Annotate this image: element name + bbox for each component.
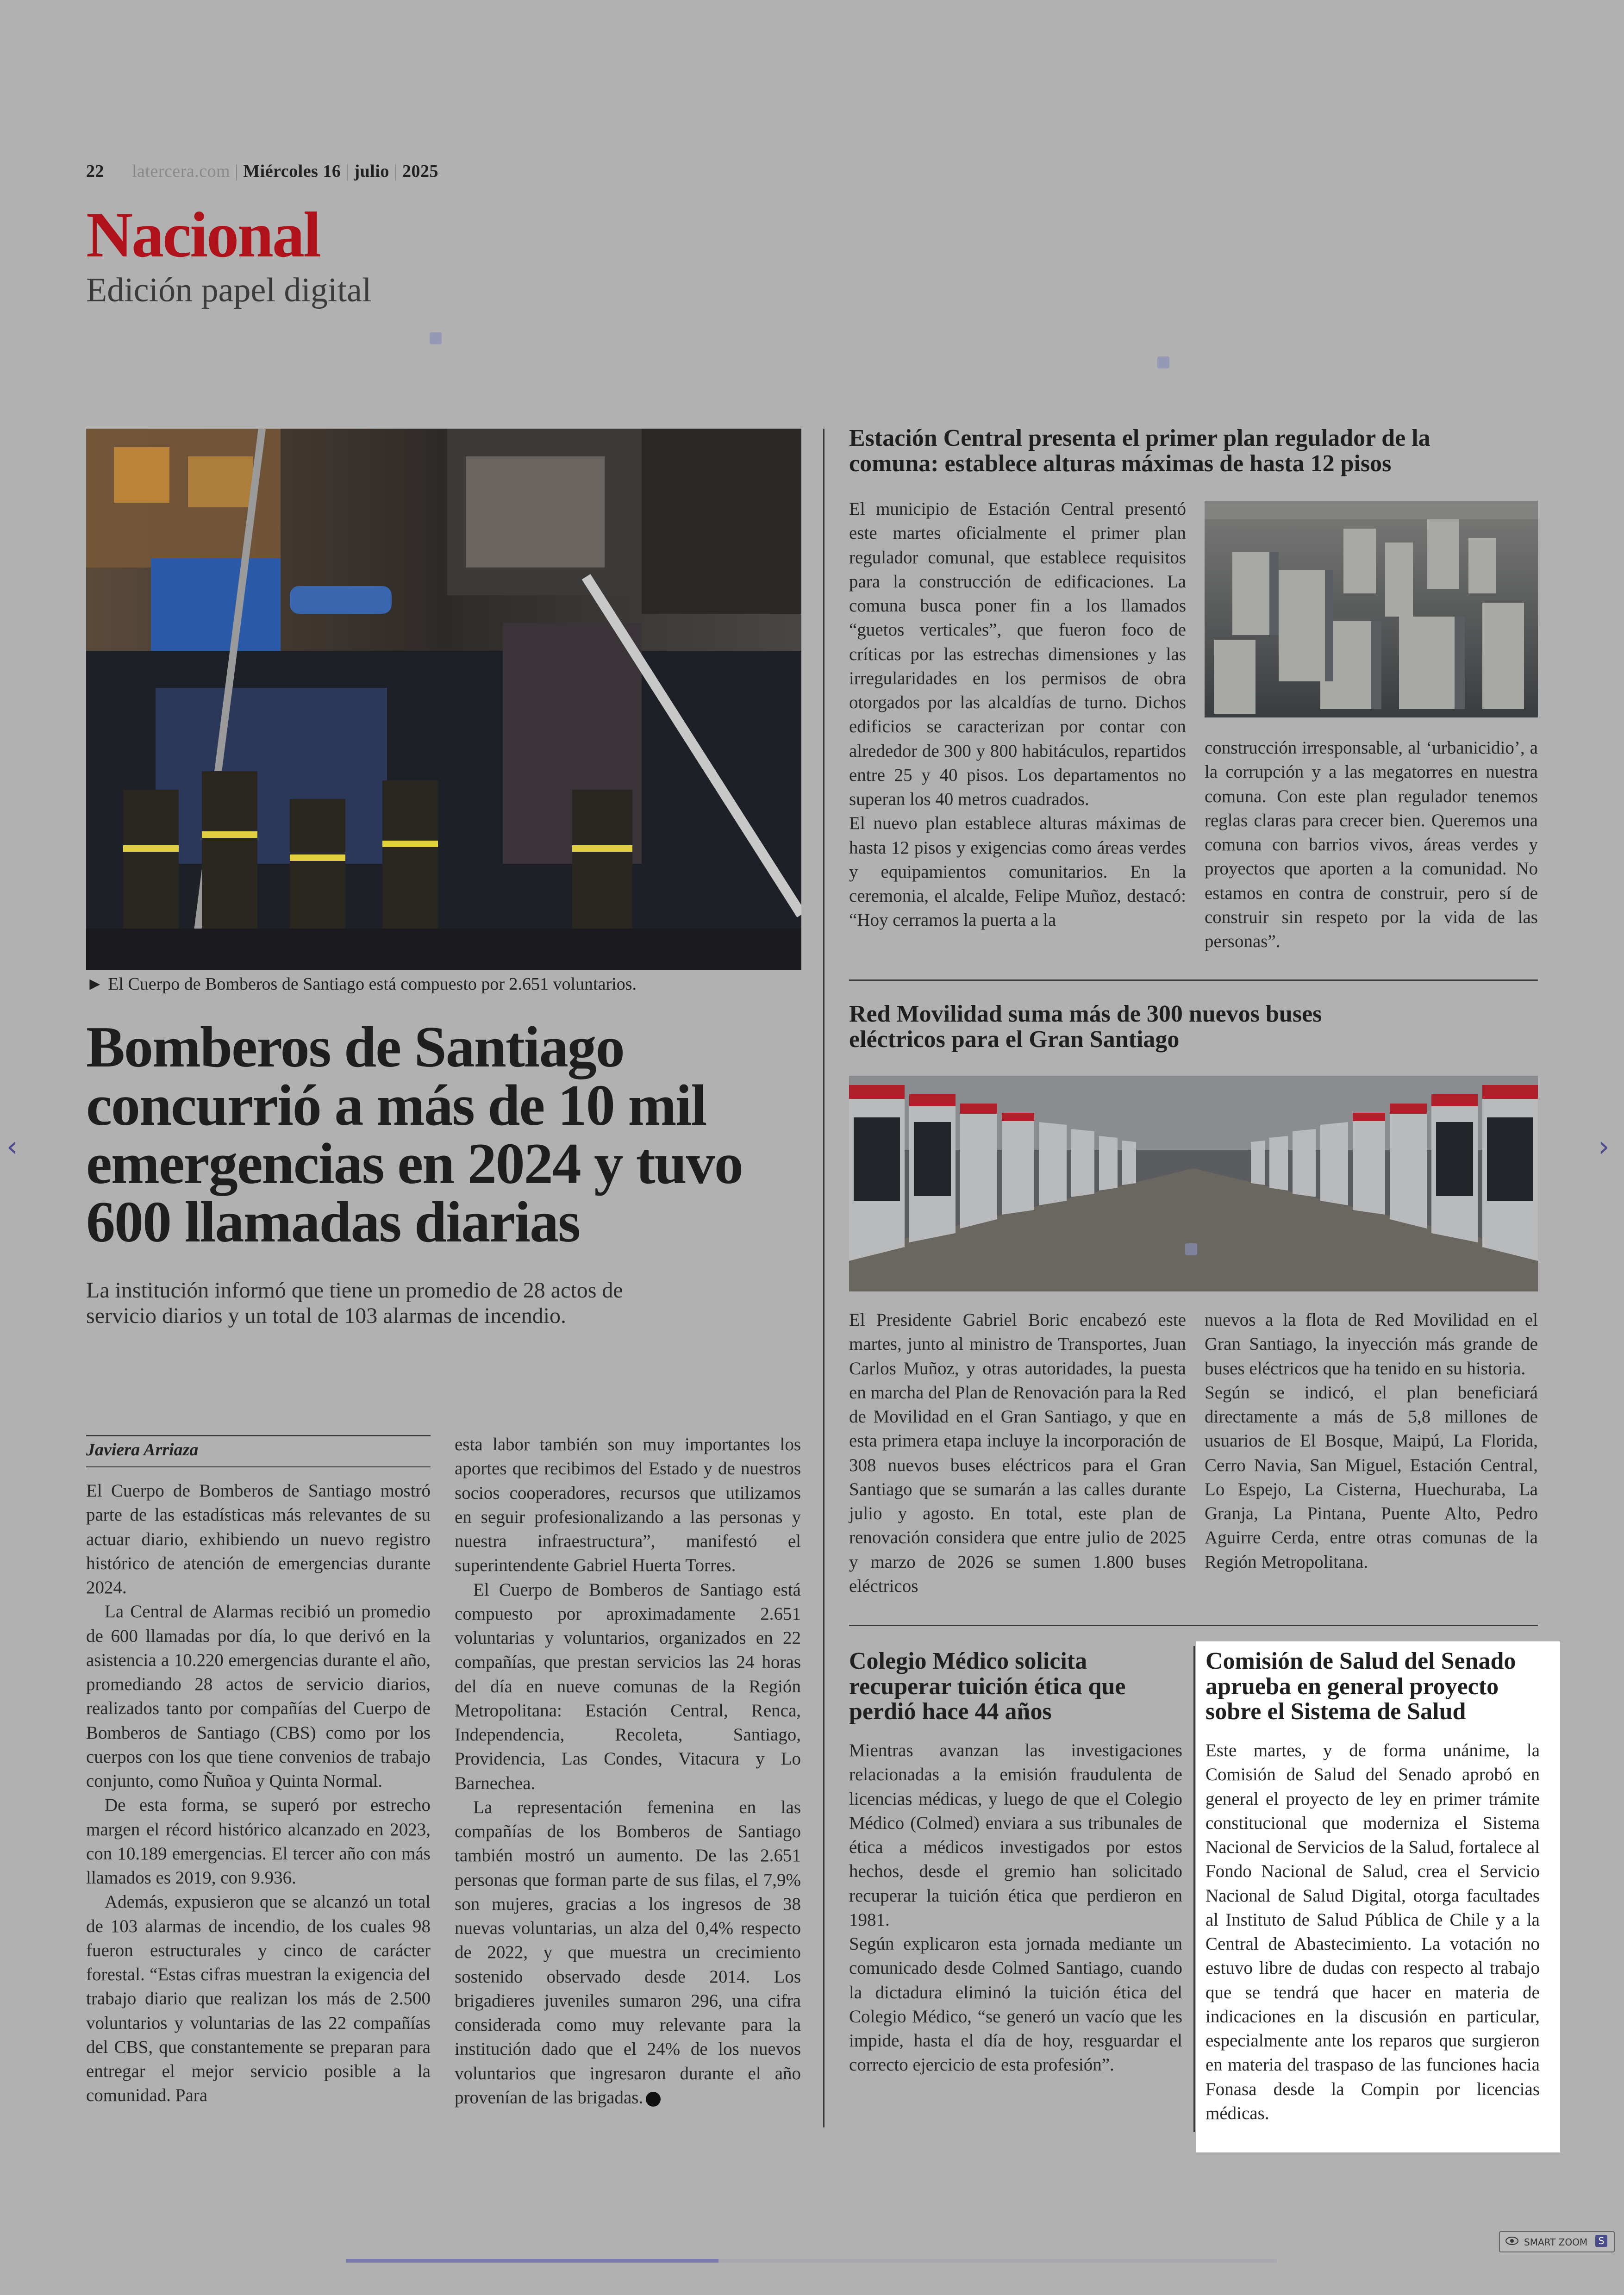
end-mark-icon	[646, 2092, 661, 2107]
column-divider	[823, 429, 824, 2127]
annotation-pin-icon[interactable]	[430, 332, 442, 344]
firefighters-photo	[86, 429, 801, 970]
smart-zoom-button[interactable]	[1499, 2231, 1615, 2252]
page-number: 22	[86, 162, 104, 181]
zoom-badge: S	[1595, 2235, 1607, 2247]
paragraph: De esta forma, se superó por estrecho margen el récord histórico alcanzado en 2023, con 10.189 emergencias. El tercer año con más llamados es 2019, con 9.936.	[86, 1795, 431, 1888]
annotation-pin-icon[interactable]	[1157, 356, 1169, 368]
date-day: Miércoles 16	[243, 162, 341, 181]
main-body-col2	[455, 1433, 801, 2110]
main-body-col1	[86, 1479, 431, 2108]
byline-rule-bottom	[86, 1466, 431, 1467]
estacion-title: Estación Central presenta el primer plan regulador de la comuna: establece alturas máximas de hasta 12 pisos	[849, 425, 1430, 477]
photo-caption: ► El Cuerpo de Bomberos de Santiago está compuesto por 2.651 voluntarios.	[86, 974, 637, 994]
prev-page-icon[interactable]: ‹	[6, 1129, 18, 1163]
senado-body	[1206, 1739, 1540, 2126]
paragraph: nuevos a la flota de Red Movilidad en el Gran Santiago, la inyección más grande de buses eléctricos que ha tenido en su historia.	[1205, 1310, 1538, 1378]
paragraph: El Cuerpo de Bomberos de Santiago mostró parte de las estadísticas más relevantes de su actuar diario, exhibiendo un nuevo registro histórico de atención de emergencias durante 2024.	[86, 1481, 431, 1597]
estacion-body-col1	[849, 497, 1186, 933]
eye-icon	[1505, 2236, 1518, 2248]
smart-zoom-label: SMART ZOOM	[1524, 2237, 1588, 2248]
byline: Javiera Arriaza	[86, 1440, 199, 1459]
column-divider	[1193, 1646, 1195, 2132]
byline-rule-top	[86, 1435, 431, 1436]
next-page-icon[interactable]: ›	[1598, 1129, 1610, 1163]
senado-title: Comisión de Salud del Senado aprueba en general proyecto sobre el Sistema de Salud	[1206, 1648, 1516, 1725]
movilidad-body-col1	[849, 1308, 1186, 1598]
city-aerial-photo	[1205, 501, 1538, 717]
paragraph: Este martes, y de forma unánime, la Comisión de Salud del Senado aprobó en general el proyecto de ley en primer trámite constitucional que moderniza el Sistema Nacional de Servicios de la Salud, fortalece al Fondo Nacional de Salud, crea el Servicio Nacional de Salud Digital, otorga facultades al Instituto de Salud Pública de Chile y a la Central de Abastecimiento. La votación no estuvo libre de dudas con respecto al trabajo que se tendrá que hacer en materia de indicaciones en la discusión en particular, especialmente ante los reparos que surgieron en materia del traspaso de las funciones hacia Fonasa desde la Compin por licencias médicas.	[1206, 1740, 1540, 2123]
paragraph: construcción irresponsable, al ‘urbanicidio’, a la corrupción y a las megatorres en nuestra comuna. Con este plan regulador tenemos reglas claras para crecer bien. Queremos una comuna con barrios vivos, áreas verdes y proyectos que aporten a la comunidad. No estamos en contra de construir, pero sí de construir sin respeto por la vida de las personas”.	[1205, 738, 1538, 951]
paragraph: esta labor también son muy importantes los aportes que recibimos del Estado y de nuestros socios cooperadores, recursos que utilizamos en seguir profesionalizando a las personas y nuestra infraestructura”, manifestó el superintendente Gabriel Huerta Torres.	[455, 1434, 801, 1576]
section-title: Nacional	[86, 199, 320, 271]
paragraph: Además, expusieron que se alcanzó un total de 103 alarmas de incendio, de los cuales 98 fueron estructurales y cinco de carácter forestal. “Estas cifras muestran la exigencia del trabajo diario que realizan los más de 2.500 voluntarios y voluntarias de las 22 compañías del CBS, que constantemente se preparan para entregar el mejor servicio posible a la comunidad. Para	[86, 1892, 431, 2106]
section-rule	[849, 979, 1538, 981]
paragraph: El nuevo plan establece alturas máximas de hasta 12 pisos y exigencias como áreas verdes y equipamientos comunitarios. En la ceremonia, el alcalde, Felipe Muñoz, destacó: “Hoy cerramos la puerta a la	[849, 813, 1186, 930]
colmed-title: Colegio Médico solicita recuperar tuición ética que perdió hace 44 años	[849, 1648, 1126, 1725]
paragraph: Según se indicó, el plan beneficiará directamente a más de 5,8 millones de usuarios de El Bosque, Maipú, La Florida, Cerro Navia, San Miguel, Estación Central, Lo Espejo, La Cisterna, Huechuraba, La Granja, La Pintana, Puente Alto, Pedro Aguirre Cerda, entre otras comunas de la Región Metropolitana.	[1205, 1382, 1538, 1572]
main-deck: La institución informó que tiene un promedio de 28 actos de servicio diarios y un total de 103 alarmas de incendio.	[86, 1278, 623, 1328]
paragraph: La representación femenina en las compañías de los Bomberos de Santiago también mostró un aumento. De las 2.651 personas que forman parte de sus filas, el 7,9% son mujeres, gracias a los ingresos de 38 nuevas voluntarias, un alza del 0,4% respecto de 2022, y que muestra un crecimiento sostenido observado desde 2014. Los brigadieres juveniles sumaron 296, una cifra considerada como muy relevante para la institución dado que el 24% de los nuevos voluntarios que ingresaron durante el año provenían de las brigadas.	[455, 1797, 801, 2108]
page-meta: 22 latercera.com | Miércoles 16 | julio | 2025	[86, 162, 438, 181]
movilidad-body-col2	[1205, 1308, 1538, 1574]
date-year: 2025	[402, 162, 438, 181]
paragraph: Mientras avanzan las investigaciones relacionadas a la emisión fraudulenta de licencias médicas, y luego de que el Colegio Médico (Colmed) enviara a sus tribunales de ética a médicos investigados por estos hechos, desde el gremio han solicitado recuperar la tuición ética que perdieron en 1981.	[849, 1740, 1182, 1930]
electric-buses-photo	[849, 1076, 1538, 1291]
annotation-pin-icon[interactable]	[1185, 1243, 1197, 1255]
section-subtitle: Edición papel digital	[86, 271, 372, 309]
paragraph: El municipio de Estación Central presentó este martes oficialmente el primer plan regulador comunal, que establece requisitos para la construcción de edificaciones. La comuna busca poner fin a los llamados “guetos verticales”, que fueron foco de críticas por las estrechas dimensiones y las irregularidades en los permisos de obra otorgados por las alcaldías de turno. Dichos edificios se caracterizan por contar con alrededor de 300 y 800 habitáculos, repartidos entre 25 y 40 pisos. Los departamentos no superan los 40 metros cuadrados.	[849, 499, 1186, 809]
colmed-body	[849, 1739, 1182, 2077]
site-name: latercera.com	[132, 162, 231, 181]
page-progress-fill	[346, 2259, 718, 2263]
date-month: julio	[354, 162, 389, 181]
section-rule	[849, 1625, 1538, 1626]
estacion-body-col2	[1205, 736, 1538, 954]
paragraph: El Cuerpo de Bomberos de Santiago está compuesto por aproximadamente 2.651 voluntarias y voluntarios, organizados en 22 compañías, que prestan servicios las 24 horas del día en nueve comunas de la Región Metropolitana: Estación Central, Renca, Independencia, Recoleta, Santiago, Providencia, Las Condes, Vitacura y Lo Barnechea.	[455, 1579, 801, 1793]
main-headline: Bomberos de Santiago concurrió a más de 10 mil emergencias en 2024 y tuvo 600 llamadas diarias	[86, 1015, 743, 1254]
paragraph: Según explicaron esta jornada mediante un comunicado desde Colmed Santiago, cuando la dictadura eliminó la tuición ética del Colegio Médico, “se generó un vacío que les impide, hasta el día de hoy, resguardar el correcto ejercicio de esta profesión”.	[849, 1934, 1182, 2075]
movilidad-title: Red Movilidad suma más de 300 nuevos buses eléctricos para el Gran Santiago	[849, 1001, 1322, 1053]
paragraph: El Presidente Gabriel Boric encabezó este martes, junto al ministro de Transportes, Juan Carlos Muñoz, y otras autoridades, la puesta en marcha del Plan de Renovación para la Red de Movilidad en el Gran Santiago, y que en esta primera etapa incluye la incorporación de 308 nuevos buses eléctricos para el Gran Santiago que se sumarán a las calles durante julio y agosto. En total, este plan de renovación considera que entre julio de 2025 y marzo de 2026 se sumen 1.800 buses eléctricos	[849, 1310, 1186, 1596]
paragraph: La Central de Alarmas recibió un promedio de 600 llamadas por día, lo que derivó en la asistencia a 10.220 emergencias durante el año, promediando 28 actos de servicio diarios, realizados tanto por compañías del Cuerpo de Bomberos de Santiago (CBS) como por los cuerpos con los que tiene convenios de trabajo conjunto, como Ñuñoa y Quinta Normal.	[86, 1602, 431, 1791]
